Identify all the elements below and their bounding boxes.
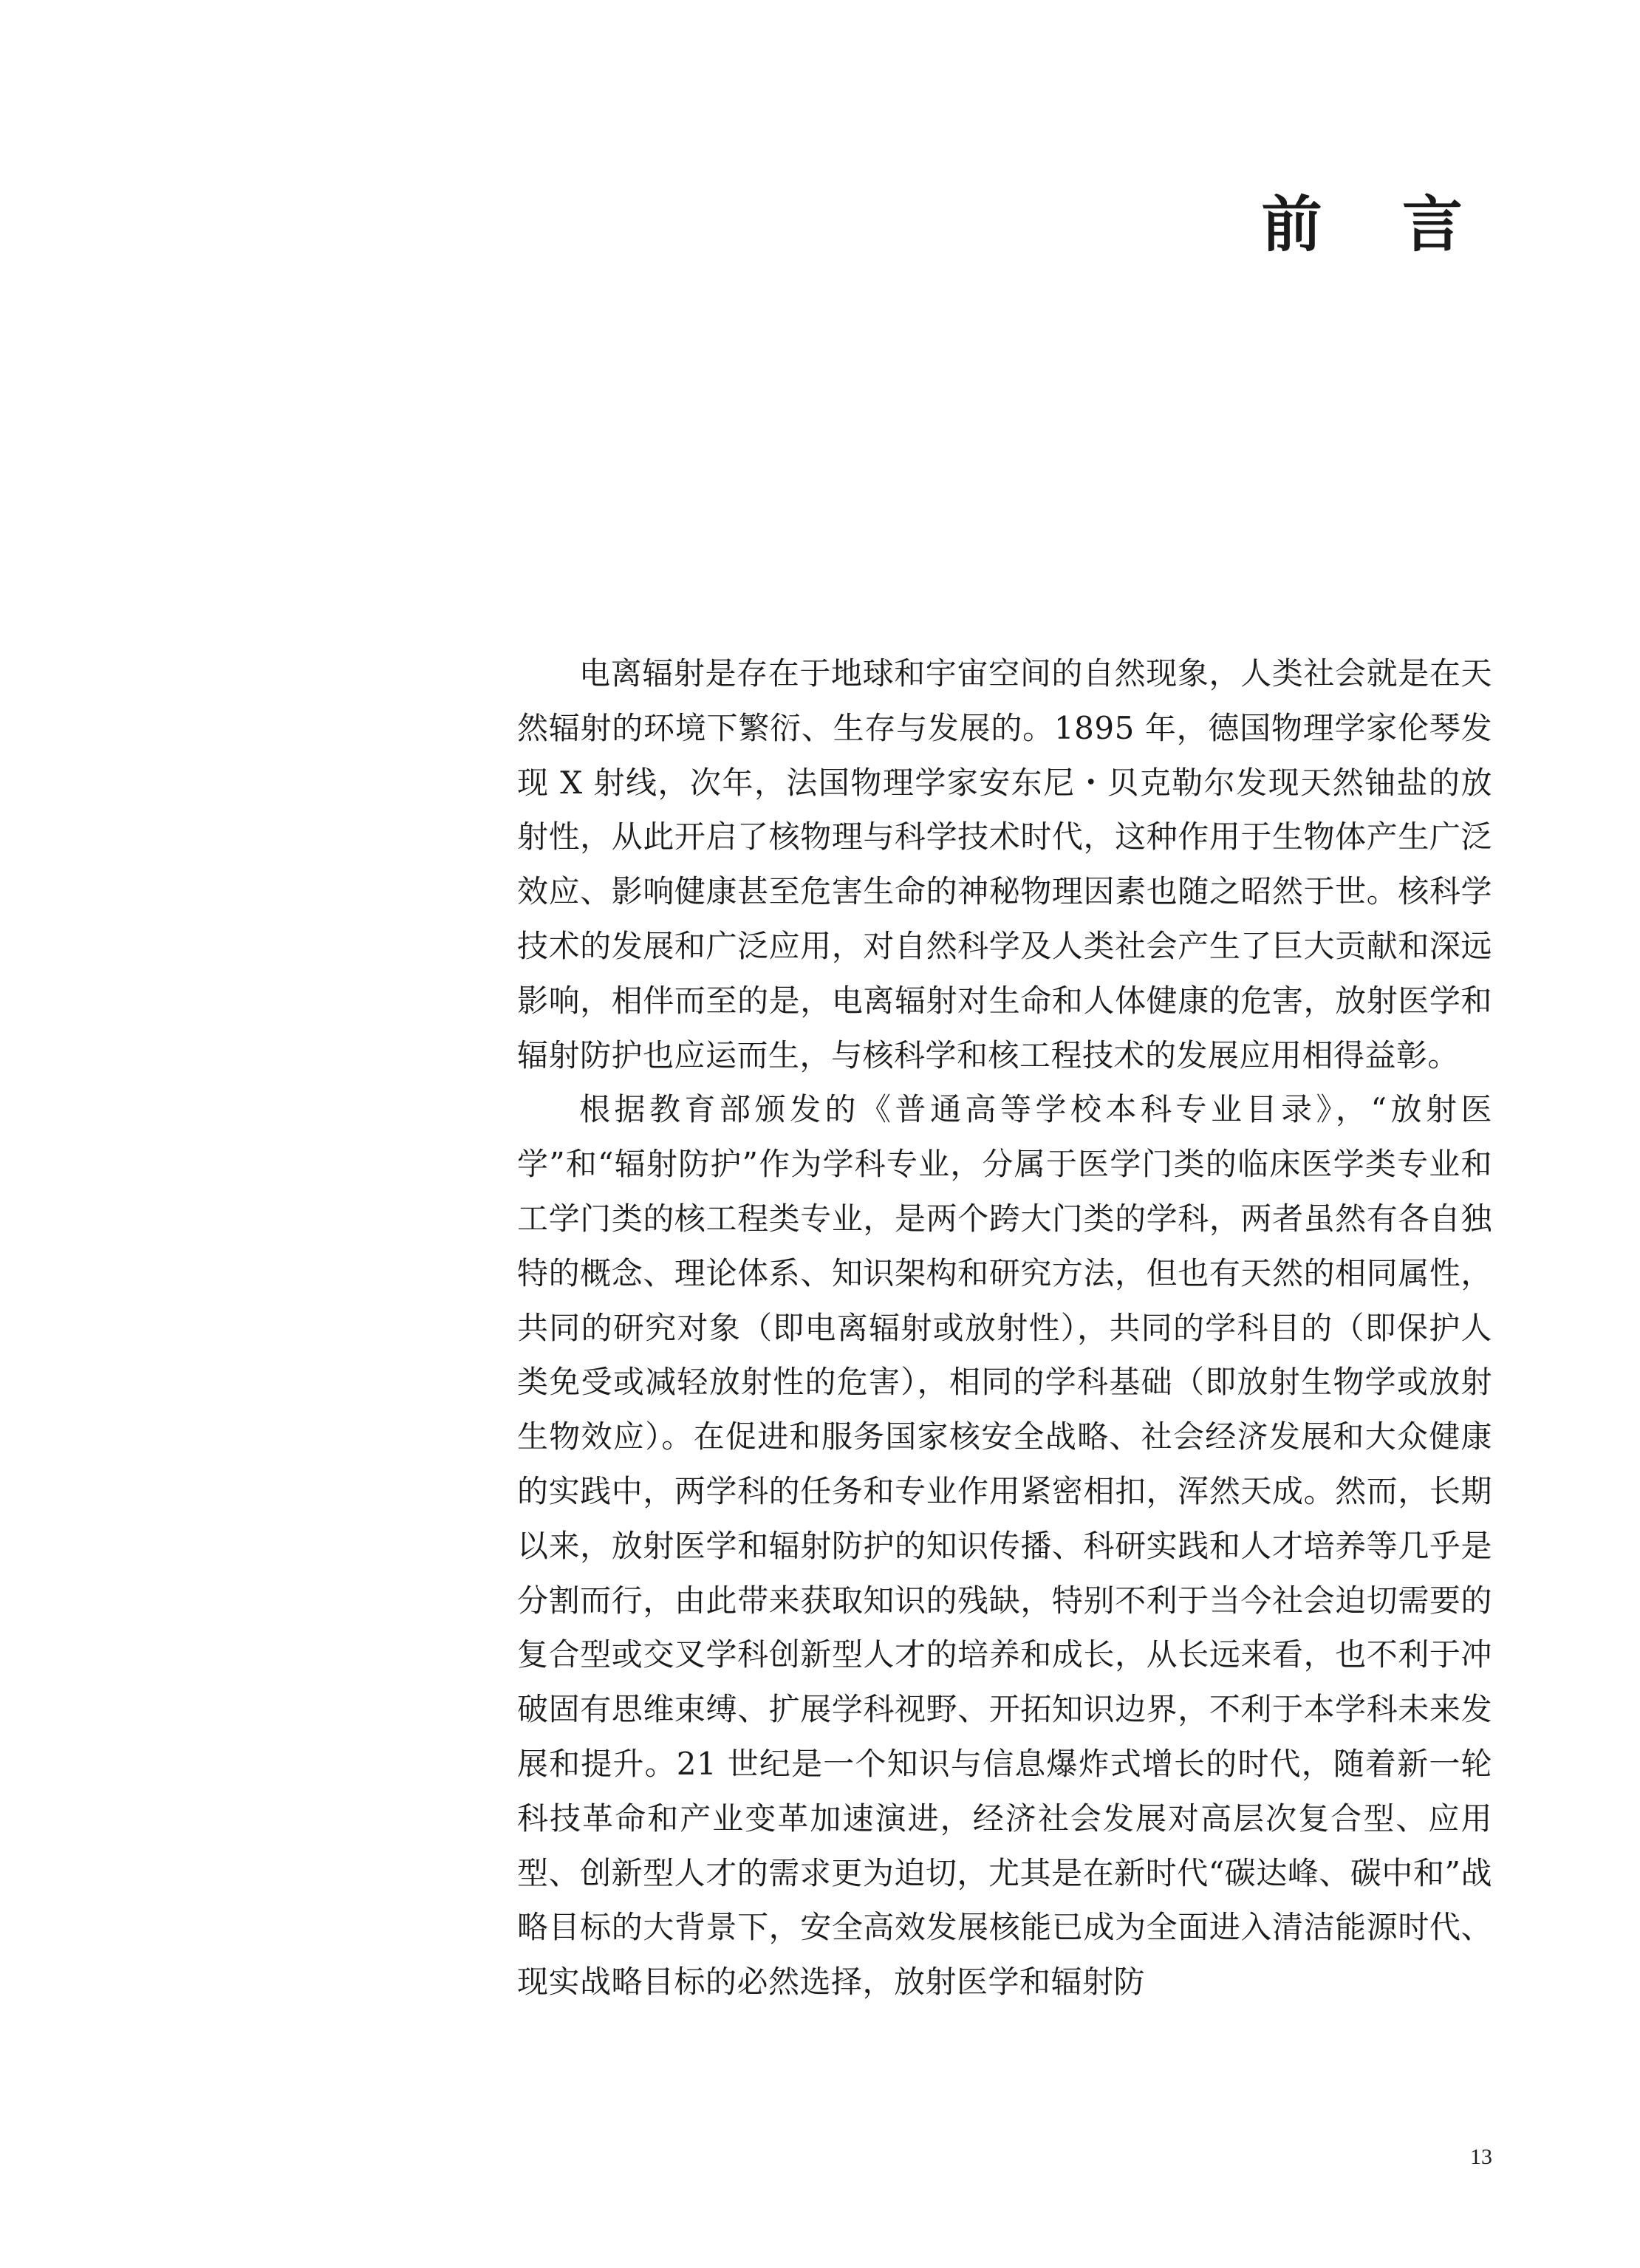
paragraph-1: 电离辐射是存在于地球和宇宙空间的自然现象，人类社会就是在天然辐射的环境下繁衍、生存与发展的。1895 年，德国物理学家伦琴发现 X 射线，次年，法国物理学家安东尼・贝克勒尔发现天然铀盐的放射性，从此开启了核物理与科学技术时代，这种作用于生物体产生广泛效应、影响健康甚至危害生命的神秘物理因素也随之昭然于世。核科学技术的发展和广泛应用，对自然科学及人类社会产生了巨大贡献和深远影响，相伴而至的是，电离辐射对生命和人体健康的危害，放射医学和辐射防护也应运而生，与核科学和核工程技术的发展应用相得益彰。: [517, 655, 1492, 1073]
paragraph-2: 根据教育部颁发的《普通高等学校本科专业目录》，“放射医学”和“辐射防护”作为学科专业，分属于医学门类的临床医学类专业和工学门类的核工程类专业，是两个跨大门类的学科，两者虽然有各自独特的概念、理论体系、知识架构和研究方法，但也有天然的相同属性，共同的研究对象（即电离辐射或放射性），共同的学科目的（即保护人类免受或减轻放射性的危害），相同的学科基础（即放射生物学或放射生物效应）。在促进和服务国家核安全战略、社会经济发展和大众健康的实践中，两学科的任务和专业作用紧密相扣，浑然天成。然而，长期以来，放射医学和辐射防护的知识传播、科研实践和人才培养等几乎是分割而行，由此带来获取知识的残缺，特别不利于当今社会迫切需要的复合型或交叉学科创新型人才的培养和成长，从长远来看，也不利于冲破固有思维束缚、扩展学科视野、开拓知识边界，不利于本学科未来发展和提升。21 世纪是一个知识与信息爆炸式增长的时代，随着新一轮科技革命和产业变革加速演进，经济社会发展对高层次复合型、应用型、创新型人才的需求更为迫切，尤其是在新时代“碳达峰、碳中和”战略目标的大背景下，安全高效发展核能已成为全面进入清洁能源时代、现实战略目标的必然选择，放射医学和辐射防: [517, 1091, 1492, 2001]
body-text: [517, 646, 1492, 2009]
page-title: 前 言: [1261, 190, 1492, 260]
page-number: 13: [1470, 2145, 1492, 2169]
